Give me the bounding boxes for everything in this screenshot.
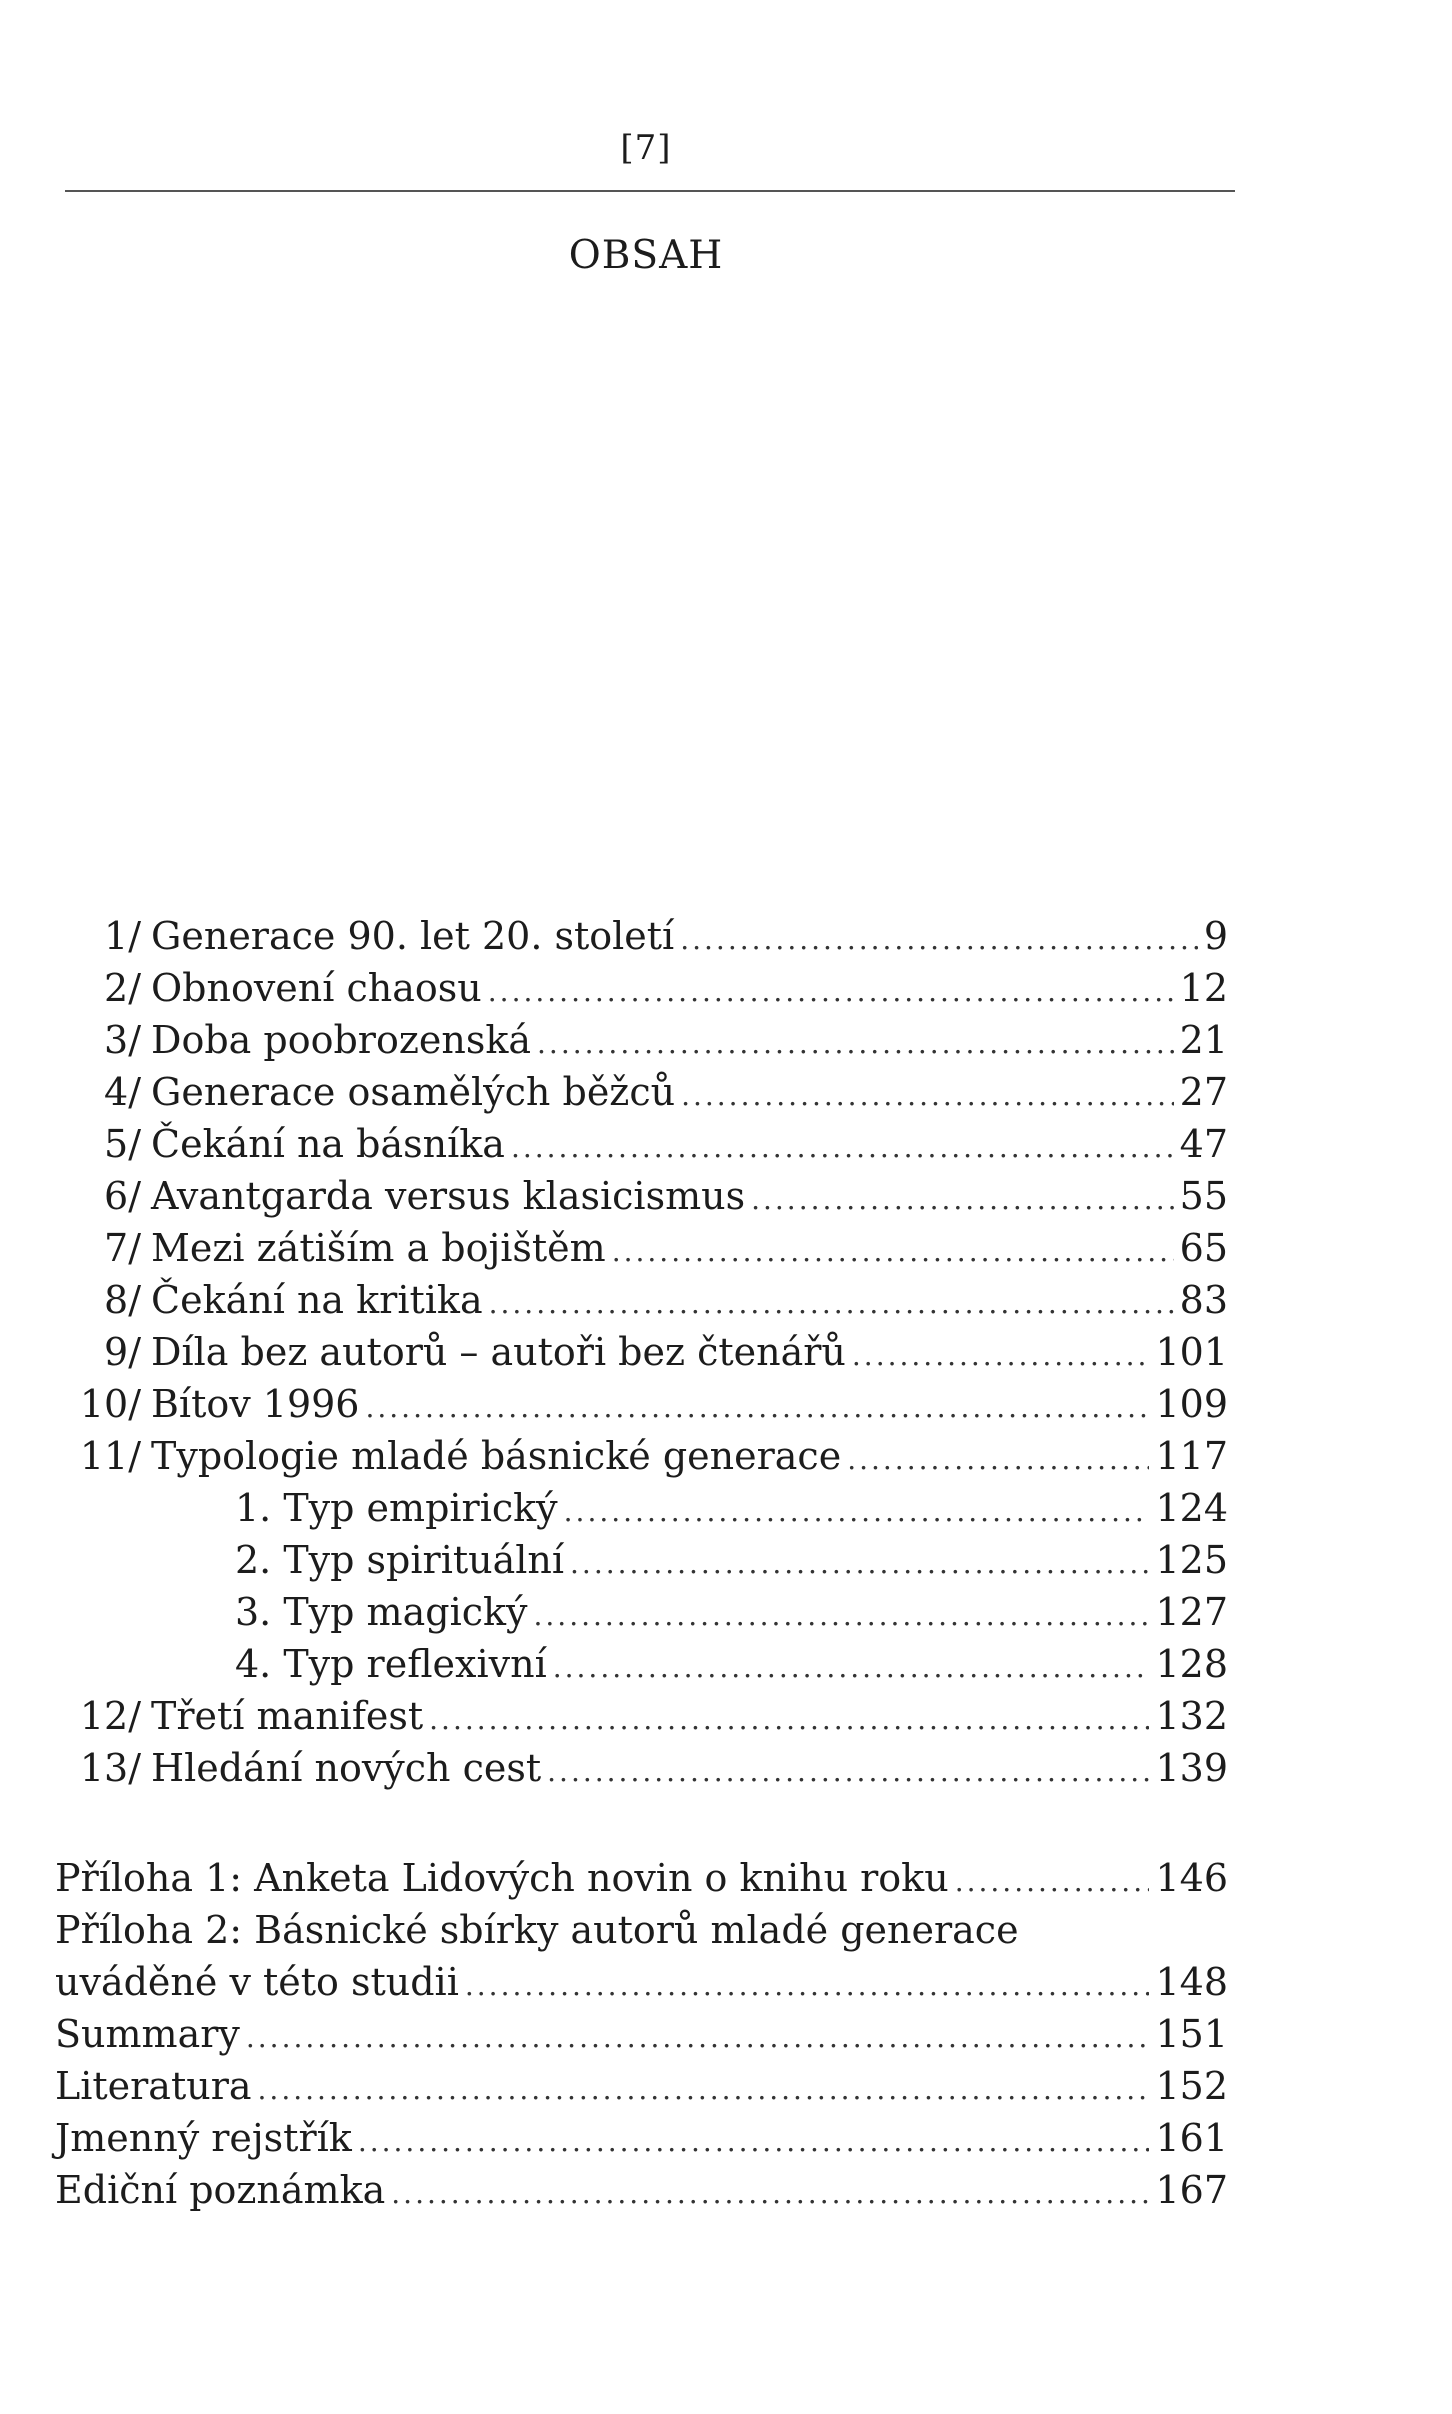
page-title: OBSAH (568, 233, 724, 278)
entry-number: 11/ (79, 1434, 141, 1478)
entry-number: 8/ (104, 1278, 141, 1322)
toc-entry (55, 1170, 1228, 1222)
leader-dots (488, 966, 1174, 1018)
toc-entry (55, 1378, 1228, 1430)
entry-title: Typologie mladé básnické generace (151, 1434, 842, 1478)
leader-dots (680, 914, 1198, 966)
page-number: [7] (620, 128, 672, 168)
entry-number: 9/ (104, 1330, 141, 1374)
entry-number: 2/ (104, 966, 141, 1010)
entry-page: 139 (1155, 1746, 1228, 1790)
entry-title: Třetí manifest (151, 1694, 424, 1738)
entry-page: 125 (1155, 1538, 1228, 1582)
toc-appendices (55, 1852, 1228, 2216)
entry-page: 9 (1203, 914, 1228, 958)
toc-subentry (55, 1638, 1228, 1690)
entry-title: Příloha 2: Básnické sbírky autorů mladé generace (55, 1908, 1019, 1952)
toc-entry (55, 1014, 1228, 1066)
entry-title: Mezi zátiším a bojištěm (151, 1226, 606, 1270)
entry-page: 152 (1155, 2064, 1228, 2108)
entry-number: 12/ (79, 1694, 141, 1738)
entry-page: 65 (1179, 1226, 1228, 1270)
toc-entry (55, 1118, 1228, 1170)
leader-dots (465, 1960, 1150, 2012)
toc-entry (55, 1066, 1228, 1118)
entry-title: 3. Typ magický (235, 1590, 528, 1634)
entry-title: Díla bez autorů – autoři bez čtenářů (151, 1330, 846, 1374)
toc-entry (55, 1274, 1228, 1326)
entry-title: Čekání na básníka (151, 1122, 505, 1166)
entry-page: 83 (1179, 1278, 1228, 1322)
leader-dots (534, 1590, 1150, 1642)
entry-page: 47 (1179, 1122, 1228, 1166)
leader-dots (847, 1434, 1149, 1486)
toc-entry (55, 1430, 1228, 1482)
toc-appendix-entry (55, 2008, 1228, 2060)
toc-appendix-entry (55, 1852, 1228, 1904)
leader-dots (751, 1174, 1174, 1226)
entry-number: 7/ (104, 1226, 141, 1270)
entry-title: Doba poobrozenská (151, 1018, 532, 1062)
entry-title: Literatura (55, 2064, 252, 2108)
entry-number: 6/ (104, 1174, 141, 1218)
entry-page: 151 (1155, 2012, 1228, 2056)
entry-number: 13/ (79, 1746, 141, 1790)
entry-title: Jmenný rejstřík (55, 2116, 352, 2160)
entry-page: 109 (1155, 1382, 1228, 1426)
entry-page: 117 (1155, 1434, 1228, 1478)
entry-page: 12 (1179, 966, 1228, 1010)
entry-title: 1. Typ empirický (235, 1486, 558, 1530)
entry-page: 27 (1179, 1070, 1228, 1114)
entry-title: Ediční poznámka (55, 2168, 386, 2212)
entry-number: 5/ (104, 1122, 141, 1166)
entry-page: 101 (1155, 1330, 1228, 1374)
entry-page: 21 (1179, 1018, 1228, 1062)
leader-dots (612, 1226, 1174, 1278)
leader-dots (365, 1382, 1149, 1434)
leader-dots (429, 1694, 1149, 1746)
entry-number: 3/ (104, 1018, 141, 1062)
entry-title: uváděné v této studii (55, 1960, 459, 2004)
leader-dots (570, 1538, 1149, 1590)
leader-dots (537, 1018, 1174, 1070)
entry-title: Avantgarda versus klasicismus (151, 1174, 746, 1218)
entry-page: 127 (1155, 1590, 1228, 1634)
toc-appendix-entry (55, 2164, 1228, 2216)
toc-subentry (55, 1482, 1228, 1534)
entry-page: 161 (1155, 2116, 1228, 2160)
entry-title: Bítov 1996 (151, 1382, 360, 1426)
entry-page: 132 (1155, 1694, 1228, 1738)
leader-dots (955, 1856, 1150, 1908)
entry-title: Generace osamělých běžců (151, 1070, 676, 1114)
toc-appendix-entry (55, 1956, 1228, 2008)
entry-title: Obnovení chaosu (151, 966, 482, 1010)
toc-entry (55, 1326, 1228, 1378)
leader-dots (358, 2116, 1150, 2168)
toc-chapters (55, 910, 1228, 1794)
leader-dots (681, 1070, 1174, 1122)
leader-dots (258, 2064, 1150, 2116)
entry-title: 4. Typ reflexivní (235, 1642, 547, 1686)
toc-appendix-entry (55, 2060, 1228, 2112)
leader-dots (511, 1122, 1174, 1174)
entry-title: Summary (55, 2012, 240, 2056)
entry-title: Příloha 1: Anketa Lidových novin o knihu roku (55, 1856, 949, 1900)
toc-entry (55, 910, 1228, 962)
toc-entry (55, 1742, 1228, 1794)
toc-subentry (55, 1586, 1228, 1638)
entry-page: 124 (1155, 1486, 1228, 1530)
leader-dots (564, 1486, 1150, 1538)
entry-number: 1/ (104, 914, 141, 958)
leader-dots (246, 2012, 1150, 2064)
entry-page: 146 (1155, 1856, 1228, 1900)
toc-appendix-entry (55, 1904, 1228, 1956)
toc-entry (55, 962, 1228, 1014)
entry-title: Generace 90. let 20. století (151, 914, 675, 958)
leader-dots (547, 1746, 1149, 1798)
leader-dots (553, 1642, 1150, 1694)
entry-title: 2. Typ spirituální (235, 1538, 565, 1582)
toc-appendix-entry (55, 2112, 1228, 2164)
entry-title: Čekání na kritika (151, 1278, 483, 1322)
leader-dots (852, 1330, 1150, 1382)
entry-title: Hledání nových cest (151, 1746, 542, 1790)
toc-subentry (55, 1534, 1228, 1586)
leader-dots (391, 2168, 1149, 2220)
entry-number: 4/ (104, 1070, 141, 1114)
entry-page: 55 (1179, 1174, 1228, 1218)
entry-page: 148 (1155, 1960, 1228, 2004)
entry-number: 10/ (79, 1382, 141, 1426)
toc-entry (55, 1222, 1228, 1274)
leader-dots (489, 1278, 1174, 1330)
header-rule (65, 190, 1235, 192)
entry-page: 128 (1155, 1642, 1228, 1686)
toc-entry (55, 1690, 1228, 1742)
entry-page: 167 (1155, 2168, 1228, 2212)
